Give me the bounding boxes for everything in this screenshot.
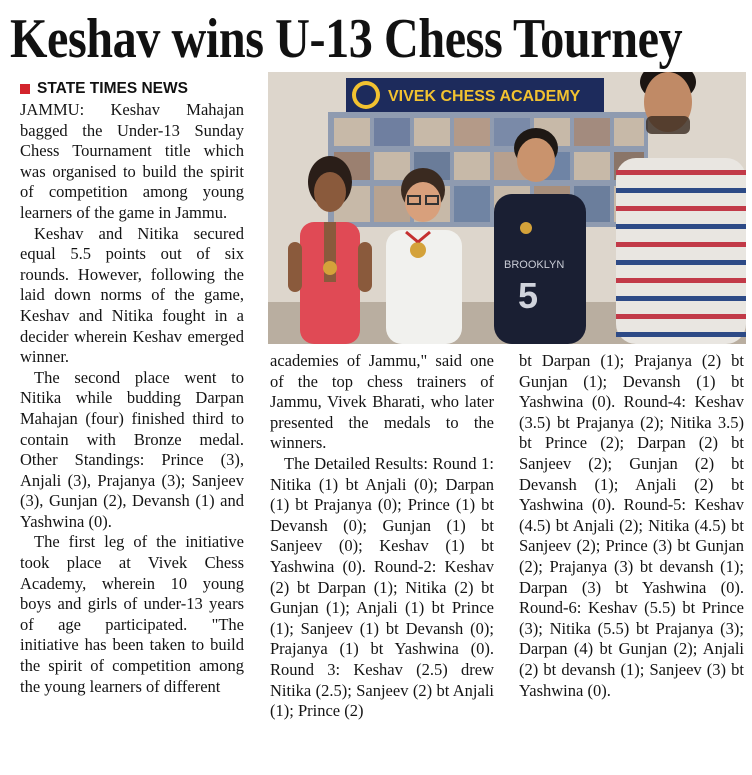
paragraph: academies of Jammu," said one of the top chess trainers of Jammu, Vivek Bharati, who later presented the medals to the winners.	[270, 351, 494, 453]
paragraph: Keshav and Nitika secured equal 5.5 points out of six rounds. However, following the laid down norms of the game, Keshav and Nitika fought in a decider wherein Keshav emerged winner.	[20, 223, 244, 367]
banner-text: VIVEK CHESS ACADEMY	[388, 88, 581, 105]
paragraph: The first leg of the initiative took place at Vivek Chess Academy, wherein 10 young boys and girls of under-13 years of age participated. "The initiative has been taken to build the spirit of competition among the young learners of different	[20, 532, 244, 696]
headline: Keshav wins U-13 Chess Tourney	[10, 8, 683, 70]
byline-text: STATE TIMES NEWS	[37, 80, 188, 97]
paragraph: The second place went to Nitika while budding Darpan Mahajan (four) finished third to contain with Bronze medal. Other Standings: Prince (3), Anjali (3), Prajanya (3); Sanjeev (3), Gunjan (2), Devansh (1) and Yashwina (0).	[20, 367, 244, 531]
article-column-2	[270, 351, 494, 722]
article-column-1	[20, 78, 244, 697]
paragraph: The Detailed Results: Round 1: Nitika (1) bt Anjali (0); Darpan (1) bt Prajanya (0); Prince (1) bt Devansh (0); Gunjan (1) bt Sanjeev (0); Keshav (1) bt Yashwina (0). Round-2: Keshav (2) bt Darpan (1); Nitika (2) bt Gunjan (1); Anjali (1) bt Prince (1); Sanjeev (1) bt Devansh (0); Prajanya (1) bt Yashwina (0). Round 3: Keshav (2.5) drew Nitika (2.5); Sanjeev (2) bt Anjali (1); Prince (2)	[270, 453, 494, 721]
paragraph: JAMMU: Keshav Mahajan bagged the Under-13 Sunday Chess Tournament title which was organised to build the spirit of competition among young learners of the game in Jammu.	[20, 100, 244, 222]
news-photo	[268, 72, 746, 344]
red-square-icon	[20, 84, 30, 94]
shirt-text: BROOKLYN	[504, 259, 565, 271]
svg-text:5: 5	[518, 275, 539, 316]
article-column-3	[519, 351, 744, 701]
byline	[20, 78, 244, 100]
paragraph: bt Darpan (1); Prajanya (2) bt Gunjan (1); Devansh (1) bt Yashwina (0). Round-4: Keshav (3.5) bt Prajanya (2); Nitika 3.5) bt Prince (2); Darpan (2) bt Sanjeev (2); Gunjan (2) bt Devansh (1); Anjali (2) bt Yashwina (0). Round-5: Keshav (4.5) bt Anjali (2); Nitika (4.5) bt Sanjeev (2); Prince (3) bt Gunjan (2); Prajanya (3) bt devansh (1); Darpan (3) bt Yashwina (0). Round-6: Keshav (5.5) bt Prince (3); Nitika (5.5) bt Prajanya (3); Darpan (4) bt Gunjan (2); Anjali (2) bt devansh (1); Sanjeev (3) bt Yashwina (0).	[519, 351, 744, 700]
